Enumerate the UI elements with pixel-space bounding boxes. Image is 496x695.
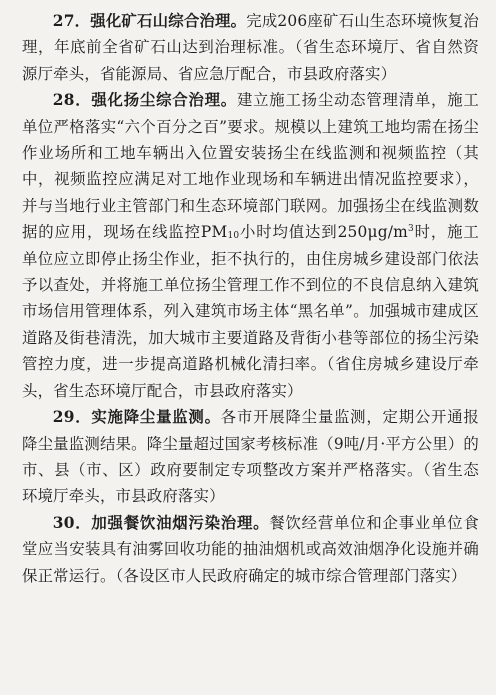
pm10-subscript: 10 bbox=[227, 231, 240, 242]
paragraph-body: 建立施工扬尘动态管理清单，施工单位严格落实“六个百分之百”要求。规模以上建筑工地均需在扬尘作业场所和工地车辆出入位置安装扬尘在线监测和视频监控（其中，视频监控应满足对工地作业现场和车辆进出情况监控要求），并与当地行业主管部门和生态环境部门联网。加强扬尘在线监测数据的应用，现场在线监控PM bbox=[22, 91, 479, 242]
paragraph-body-end: 时，施工单位应立即停止扬尘作业，拒不执行的，由住房城乡建设部门依法予以查处，并将施工单位扬尘管理工作不到位的不良信息纳入建筑市场信用管理体系，列入建筑市场主体“黑名单”。加强城市建成区道路及街巷清洗，加大城市主要道路及背街小巷等部位的扬尘污染管控力度，进一步提高道路机械化清扫率。（省住房城乡建设厅牵头，省生态环境厅配合，市县政府落实） bbox=[22, 223, 479, 400]
unit-superscript: 3 bbox=[407, 224, 414, 235]
paragraph-body-cont: 小时均值达到250μg/m bbox=[239, 223, 408, 242]
paragraph-heading: 28．强化扬尘综合治理。 bbox=[52, 91, 237, 110]
paragraph-28 bbox=[22, 87, 479, 404]
paragraph-body: 餐饮经营单位和企事业单位食堂应当安装具有油雾回收功能的抽油烟机或高效油烟净化设施并确保正常运行。（各设区市人民政府确定的城市综合管理部门落实） bbox=[22, 513, 480, 585]
paragraph-30 bbox=[22, 510, 479, 589]
paragraph-heading: 29．实施降尘量监测。 bbox=[52, 408, 221, 427]
paragraph-body: 完成206座矿石山生态环境恢复治理，年底前全省矿石山达到治理标准。（省生态环境厅、省自然资源厅牵头，省能源局、省应急厅配合，市县政府落实） bbox=[22, 12, 479, 83]
paragraph-heading: 27．强化矿石山综合治理。 bbox=[52, 12, 247, 30]
paragraph-body: 各市开展降尘量监测，定期公开通报降尘量监测结果。降尘量超过国家考核标准（9吨/月·平方公里）的市、县（市、区）政府要制定专项整改方案并严格落实。（省生态环境厅牵头，市县政府落实） bbox=[22, 408, 480, 506]
paragraph-29 bbox=[22, 404, 479, 510]
paragraph-heading: 30．加强餐饮油烟污染治理。 bbox=[52, 513, 270, 532]
paragraph-27 bbox=[22, 8, 479, 87]
